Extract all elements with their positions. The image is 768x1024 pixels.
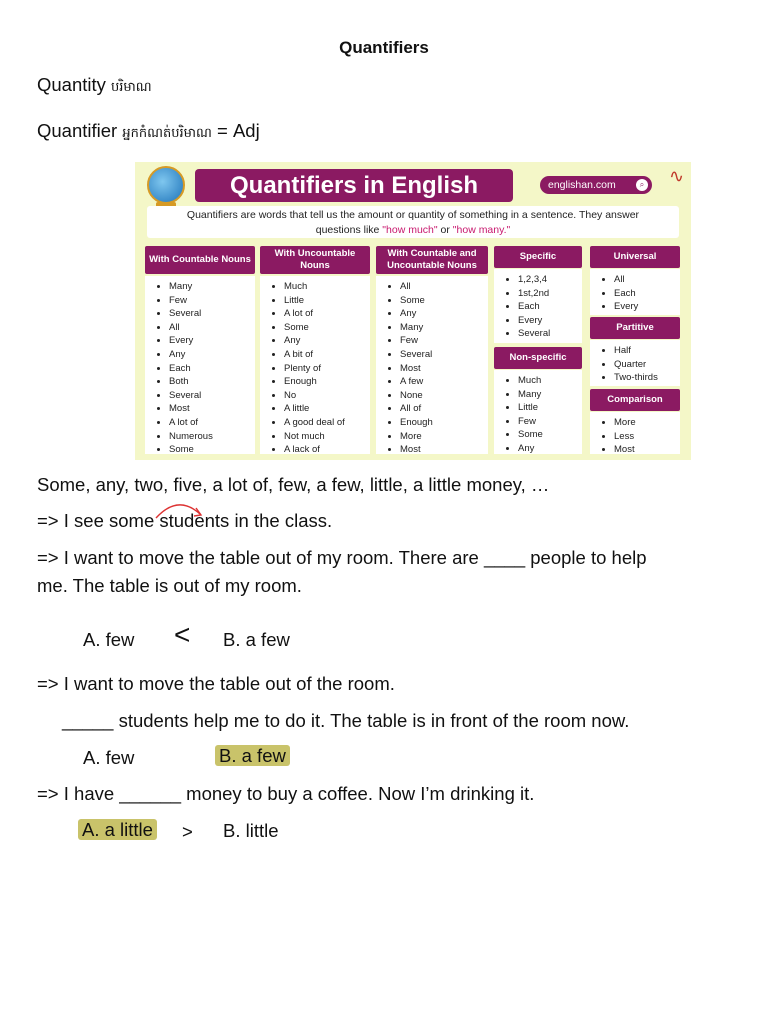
quantifier-definition xyxy=(37,120,260,144)
list-item: • Quarter xyxy=(614,358,680,372)
universal-heading: Universal xyxy=(590,246,680,268)
list-item: • A bit of xyxy=(284,348,370,362)
list-item: • Several xyxy=(169,389,255,403)
example-3-line-1: => I want to move the table out of the room. xyxy=(37,673,395,694)
list-item: • Many xyxy=(400,321,488,335)
list-item: • Little xyxy=(518,401,582,415)
list-item: • Each xyxy=(518,300,582,314)
intro-highlight-much: "how much" xyxy=(382,224,438,236)
site-badge xyxy=(540,176,652,194)
list-item: • No xyxy=(284,389,370,403)
intro-line-2 xyxy=(147,223,679,238)
list-item: • Enough xyxy=(284,375,370,389)
q3-option-b: B. little xyxy=(223,820,279,841)
quantity-term: Quantity xyxy=(37,74,106,95)
partitive-list xyxy=(590,340,680,386)
list-item: • Most xyxy=(400,443,488,457)
list-item: • Much xyxy=(284,280,370,294)
list-item: • A lack of xyxy=(284,443,370,457)
list-item: • A good deal of xyxy=(284,416,370,430)
site-name: englishan.com xyxy=(548,179,616,191)
list-item: • A few xyxy=(400,375,488,389)
list-item: • Many xyxy=(518,388,582,402)
intro-or: or xyxy=(437,224,453,236)
example-1: => I see some students in the class. xyxy=(37,510,333,531)
specific-list xyxy=(494,269,582,343)
arrow-annotation-icon xyxy=(150,500,210,524)
q2-answer-highlight: B. a few xyxy=(215,745,290,766)
list-item: • Most xyxy=(614,443,680,457)
example-2-line-2: me. The table is out of my room. xyxy=(37,575,302,596)
list-item: • Each xyxy=(614,287,680,301)
q2-option-b xyxy=(215,745,290,767)
list-item: • Each xyxy=(169,362,255,376)
page-title: Quantifiers xyxy=(339,38,429,57)
uncountable-list xyxy=(260,276,370,454)
list-item: • 1,2,3,4 xyxy=(518,273,582,287)
list-item: • Any xyxy=(169,348,255,362)
list-item: • A lot of xyxy=(169,416,255,430)
globe-icon xyxy=(147,166,185,204)
list-item: • All of xyxy=(400,402,488,416)
list-item: • Any xyxy=(400,307,488,321)
list-item: • Few xyxy=(518,415,582,429)
comparison-list xyxy=(590,412,680,454)
quantifier-khmer: អ្នកកំណត់បរិមាណ xyxy=(122,125,212,140)
comparison-heading: Comparison xyxy=(590,389,680,411)
list-item: • Several xyxy=(169,307,255,321)
q1-option-b: B. a few xyxy=(223,629,290,650)
list-item: • All xyxy=(400,280,488,294)
nonspecific-heading: Non-specific xyxy=(494,347,582,369)
examples-line: Some, any, two, five, a lot of, few, a few, little, a little money, … xyxy=(37,474,550,495)
list-item: • All xyxy=(169,321,255,335)
search-icon: ⌕ xyxy=(636,179,648,191)
both-heading: With Countable and Uncountable Nouns xyxy=(376,246,488,274)
intro-prefix: questions like xyxy=(315,224,383,236)
list-item: • More xyxy=(400,430,488,444)
example-3-line-2: _____ students help me to do it. The table is in front of the room now. xyxy=(62,710,630,731)
list-item: • Half xyxy=(614,344,680,358)
infographic-intro xyxy=(147,206,679,238)
example-4: => I have ______ money to buy a coffee. Now I’m drinking it. xyxy=(37,783,535,804)
list-item: • 1st,2nd xyxy=(518,287,582,301)
list-item: • Some xyxy=(169,443,255,457)
list-item: • Several xyxy=(518,327,582,341)
list-item: • Few xyxy=(169,294,255,308)
list-item: • Any xyxy=(284,334,370,348)
list-item: • None xyxy=(400,389,488,403)
nonspecific-list xyxy=(494,370,582,454)
list-item: • Some xyxy=(400,294,488,308)
list-item: • Little xyxy=(284,294,370,308)
q1-less-than: < xyxy=(174,619,191,650)
list-item: • Several xyxy=(400,348,488,362)
quantity-definition xyxy=(37,74,152,98)
list-item: • Some xyxy=(518,428,582,442)
list-item: • Every xyxy=(169,334,255,348)
countable-heading: With Countable Nouns xyxy=(145,246,255,274)
list-item: • Every xyxy=(518,314,582,328)
list-item: • Any xyxy=(518,442,582,456)
list-item: • More xyxy=(614,416,680,430)
quantifier-term: Quantifier xyxy=(37,120,118,141)
q3-greater-than: > xyxy=(182,821,193,842)
list-item: • Less xyxy=(614,430,680,444)
quantifiers-infographic xyxy=(135,162,691,460)
list-item: • A little xyxy=(284,402,370,416)
q1-option-a: A. few xyxy=(83,629,135,650)
partitive-heading: Partitive xyxy=(590,317,680,339)
specific-heading: Specific xyxy=(494,246,582,268)
countable-list xyxy=(145,276,255,454)
squiggle-icon: ∿ xyxy=(669,166,685,186)
quantifier-equals: = Adj xyxy=(217,120,260,141)
q3-answer-highlight: A. a little xyxy=(78,819,157,840)
list-item: • Most xyxy=(169,402,255,416)
list-item: • A lot of xyxy=(284,307,370,321)
q2-option-a: A. few xyxy=(83,747,135,768)
example-2-line-1: => I want to move the table out of my room. There are ____ people to help xyxy=(37,547,647,568)
list-item: • Every xyxy=(614,300,680,314)
list-item: • Both xyxy=(169,375,255,389)
both-list xyxy=(376,276,488,454)
list-item: • Two-thirds xyxy=(614,371,680,385)
intro-line-1: Quantifiers are words that tell us the amount or quantity of something in a sentence. They answer xyxy=(186,209,640,221)
list-item: • Enough xyxy=(400,416,488,430)
list-item: • Plenty of xyxy=(284,362,370,376)
uncountable-heading: With Uncountable Nouns xyxy=(260,246,370,274)
list-item: • Not much xyxy=(284,430,370,444)
q3-option-a xyxy=(78,819,157,841)
list-item: • Numerous xyxy=(169,430,255,444)
list-item: • All xyxy=(614,273,680,287)
list-item: • Most xyxy=(400,362,488,376)
infographic-title: Quantifiers in English xyxy=(195,169,513,202)
list-item: • Few xyxy=(400,334,488,348)
quantity-khmer: បរិមាណ xyxy=(111,79,152,94)
intro-highlight-many: "how many." xyxy=(452,224,511,236)
list-item: • Much xyxy=(518,374,582,388)
list-item: • Many xyxy=(169,280,255,294)
universal-list xyxy=(590,269,680,315)
list-item: • Some xyxy=(284,321,370,335)
